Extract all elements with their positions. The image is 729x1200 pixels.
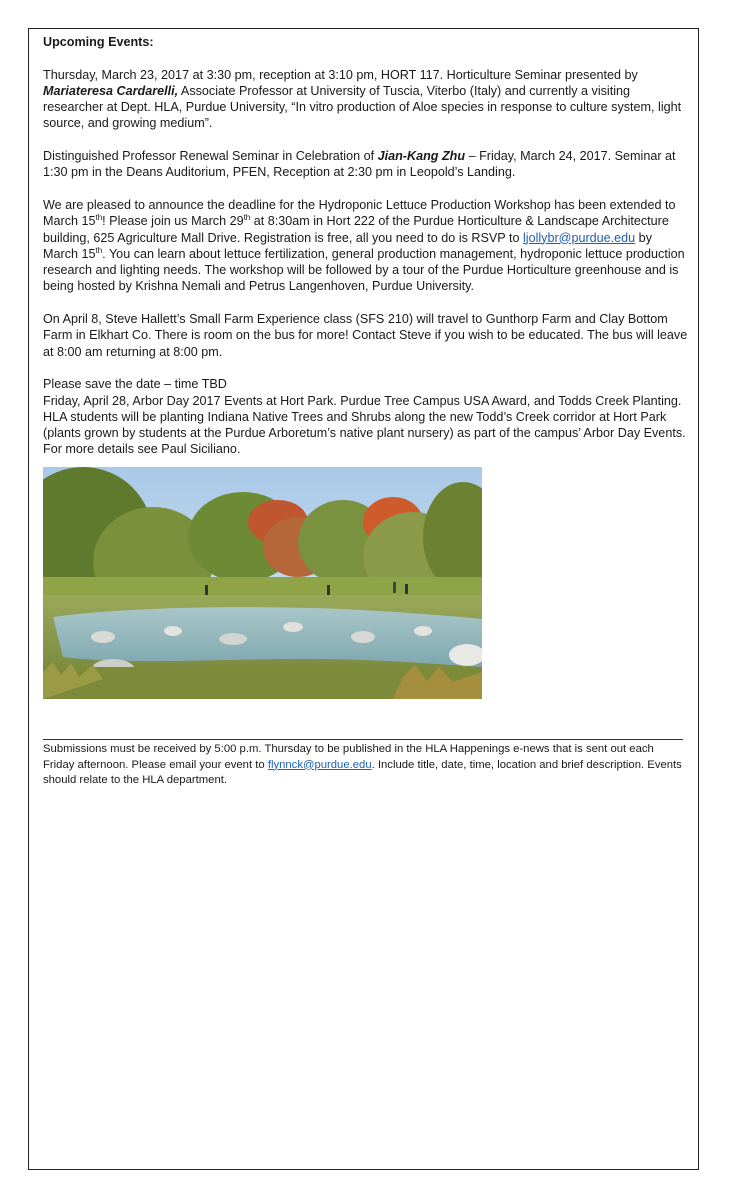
- event-renewal-seminar: Distinguished Professor Renewal Seminar in Celebration of Jian-Kang Zhu – Friday, March 24, 2017. Seminar at 1:30 pm in the Deans Auditorium, PFEN, Reception at 2:30 pm in Leopold’s Landing.: [43, 149, 676, 180]
- honoree-name: Jian-Kang Zhu: [377, 149, 466, 164]
- submission-note: Submissions must be received by 5:00 p.m. Thursday to be published in the HLA Happenings e-news that is sent out each Friday afternoon. Please email your event to flynnck@purdue.edu. Include title, date, time, location and brief description. Events should relate to the HLA department.: [43, 743, 682, 787]
- event-hydroponic-workshop: We are pleased to announce the deadline for the Hydroponic Lettuce Production Workshop has been extended to March 15th! Please join us March 29th at 8:30am in Hort 222 of the Purdue Horticulture & Landscape Architecture building, 625 Agriculture Mall Drive. Registration is free, all you need to do is RSVP to ljollybr@purdue.edu by March 15th. You can learn about lettuce fertilization, general production management, hydroponic lettuce production research and lighting needs. The workshop will be followed by a tour of the Purdue Horticulture greenhouse and is being hosted by Krishna Nemali and Petrus Langenhoven, Purdue University.: [43, 197, 685, 294]
- rsvp-email-link[interactable]: ljollybr@purdue.edu: [522, 230, 636, 245]
- hort-park-rendering-image: [43, 467, 482, 699]
- submission-email-link[interactable]: flynnck@purdue.edu: [267, 758, 372, 771]
- event-arbor-day: Please save the date – time TBD Friday, April 28, Arbor Day 2017 Events at Hort Park. Purdue Tree Campus USA Award, and Todds Creek Planting. HLA students will be planting Indiana Native Trees and Shrubs along the new Todd’s Creek corridor at Hort Park (plants grown by students at the Purdue Arboretum’s native plant nursery) as part of the campus’ Arbor Day Events. For more details see Paul Siciliano.: [43, 377, 686, 457]
- events-body: [43, 34, 688, 474]
- landscape-illustration: [43, 467, 482, 699]
- footer-divider: [43, 739, 683, 740]
- section-heading: Upcoming Events:: [43, 35, 154, 49]
- event-horticulture-seminar: Thursday, March 23, 2017 at 3:30 pm, reception at 3:10 pm, HORT 117. Horticulture Seminar presented by Mariateresa Cardarelli, Associate Professor at University of Tuscia, Viterbo (Italy) and currently a visiting researcher at Dept. HLA, Purdue University, “In vitro production of Aloe species in response to culture system, light source, and growing medium”.: [43, 67, 682, 131]
- speaker-name: Mariateresa Cardarelli,: [43, 83, 179, 98]
- event-small-farm-trip: On April 8, Steve Hallett’s Small Farm Experience class (SFS 210) will travel to Gunthorp Farm and Clay Bottom Farm in Elkhart Co. There is room on the bus for more! Contact Steve if you wish to be educated. The bus will leave at 8:00 am returning at 8:00 pm.: [43, 312, 688, 359]
